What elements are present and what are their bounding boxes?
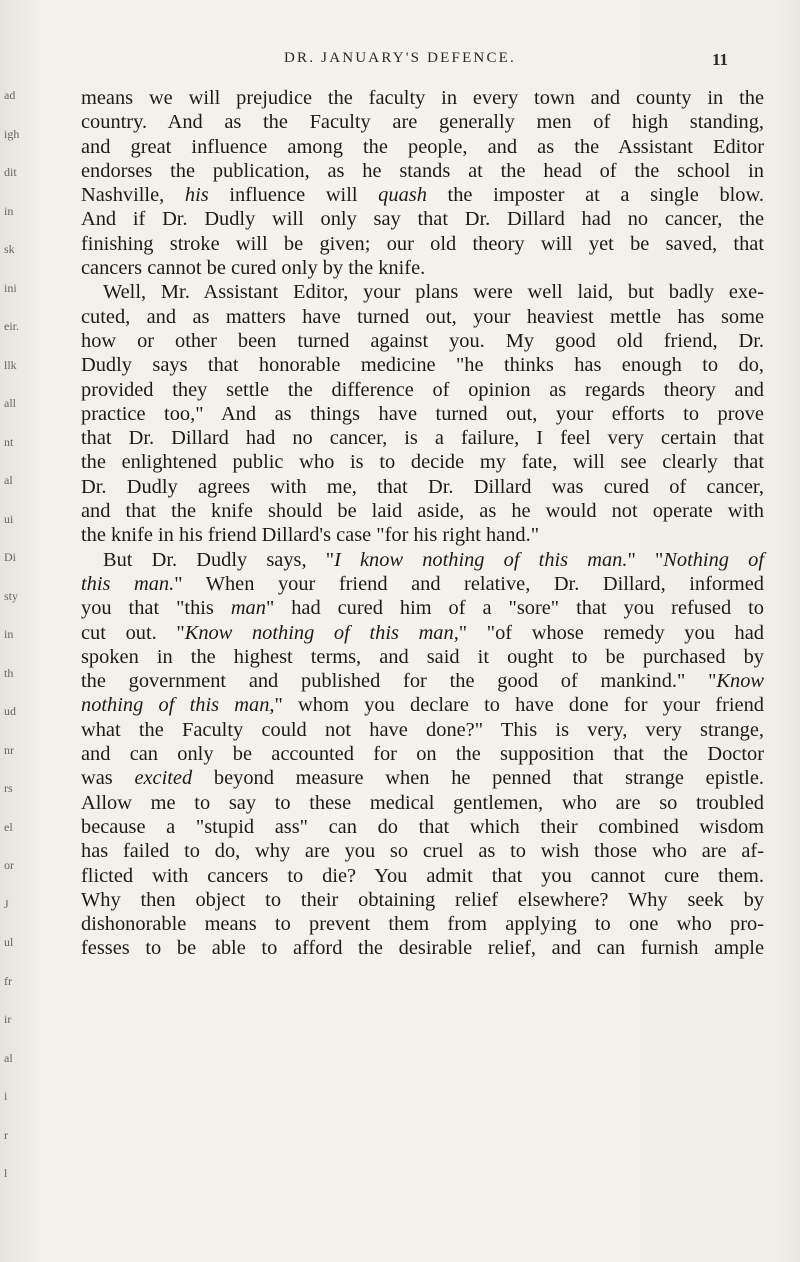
- gutter-fragment: J: [4, 896, 9, 911]
- text-line: [81, 742, 764, 766]
- gutter-fragment: dit: [4, 165, 17, 179]
- italic-run: nothing of this man,: [81, 694, 275, 717]
- text-line: [81, 353, 764, 377]
- text-line: [81, 718, 764, 742]
- text-run: the government and published for the good of mankind." ": [81, 670, 717, 693]
- gutter-fragment: sty: [4, 588, 19, 603]
- text-run: that Dr. Dillard had no cancer, is a failure, I feel very certain that: [81, 427, 764, 450]
- text-run: Well, Mr. Assistant Editor, your plans were well laid, but badly exe-: [103, 281, 764, 304]
- gutter-fragment: sk: [4, 242, 15, 256]
- text-run: dishonorable means to prevent them from applying to one who pro-: [81, 913, 764, 936]
- gutter-fragment: Di: [4, 550, 16, 564]
- italic-run: his: [184, 184, 209, 207]
- italic-run: I know nothing of this man.: [334, 548, 628, 571]
- gutter-fragment: eir.: [4, 319, 19, 333]
- text-line: [81, 864, 764, 888]
- text-run: provided they settle the difference of opinion as regards theory and: [81, 378, 764, 401]
- gutter-fragment: nr: [4, 742, 14, 757]
- text-line: [81, 402, 764, 426]
- gutter-fragment: i: [4, 1089, 8, 1103]
- text-line: [81, 426, 764, 450]
- text-run: " ": [627, 548, 664, 571]
- text-run: endorses the publication, as he stands at the head of the school in: [81, 159, 764, 182]
- text-run: fesses to be able to afford the desirable relief, and can furnish ample: [81, 937, 764, 960]
- text-line: [81, 86, 764, 110]
- text-run: spoken in the highest terms, and said it ought to be purchased by: [81, 645, 764, 668]
- text-line: [81, 280, 764, 304]
- text-line: [81, 378, 764, 402]
- text-line: [81, 305, 764, 329]
- text-run: Dudly says that honorable medicine "he thinks has enough to do,: [81, 354, 764, 377]
- gutter-fragment: ini: [4, 280, 17, 295]
- text-run: And if Dr. Dudly will only say that Dr. Dillard had no cancer, the: [81, 208, 764, 231]
- gutter-fragment: or: [4, 858, 14, 872]
- text-line: [81, 450, 764, 474]
- text-line: [81, 135, 764, 159]
- text-run: " whom you declare to have done for your friend: [274, 694, 764, 717]
- text-run: Dr. Dudly agrees with me, that Dr. Dillard was cured of cancer,: [81, 475, 764, 498]
- gutter-fragment: ad: [4, 88, 16, 102]
- italic-run: this man.: [81, 572, 175, 595]
- body-text: [81, 86, 764, 961]
- text-run: practice too," And as things have turned out, your efforts to prove: [81, 402, 764, 425]
- text-line: [81, 936, 764, 960]
- text-run: Nashville,: [81, 184, 185, 207]
- text-run: country. And as the Faculty are generally men of high standing,: [81, 111, 764, 134]
- running-head: DR. JANUARY'S DEFENCE.: [284, 50, 516, 66]
- text-line: [81, 475, 764, 499]
- gutter-fragment: l: [4, 1166, 8, 1180]
- gutter-fragment: el: [4, 819, 13, 834]
- text-run: cut out. ": [81, 621, 185, 644]
- text-line: [81, 766, 764, 790]
- text-line: [81, 888, 764, 912]
- text-line: [81, 645, 764, 669]
- italic-run: quash: [378, 184, 427, 207]
- italic-run: Nothing of: [663, 548, 765, 571]
- gutter-fragment: in: [4, 203, 14, 218]
- gutter-fragment: th: [4, 665, 14, 680]
- text-line: [81, 232, 764, 256]
- page-number: 11: [712, 50, 729, 69]
- text-run: Why then object to their obtaining relief elsewhere? Why seek by: [81, 888, 764, 911]
- text-line: [81, 548, 764, 572]
- text-line: [81, 596, 764, 620]
- gutter-fragment: al: [4, 473, 13, 487]
- gutter-fragment: ul: [4, 935, 14, 949]
- gutter-fragment: ir: [4, 1012, 12, 1026]
- gutter-fragment: nt: [4, 434, 14, 449]
- text-line: [81, 839, 764, 863]
- text-line: [81, 329, 764, 353]
- text-line: [81, 110, 764, 134]
- text-run: the enlightened public who is to decide my fate, will see clearly that: [81, 451, 764, 474]
- italic-run: Know: [716, 670, 764, 693]
- text-line: [81, 159, 764, 183]
- gutter-fragment: al: [4, 1050, 13, 1065]
- gutter-fragment: fr: [4, 973, 12, 988]
- text-run: the knife in his friend Dillard's case "for his right hand.": [81, 524, 540, 547]
- italic-run: excited: [134, 767, 193, 790]
- text-run: what the Faculty could not have done?" This is very, very strange,: [81, 718, 764, 741]
- text-run: has failed to do, why are you so cruel as to wish those who are af-: [81, 840, 764, 863]
- text-line: [81, 256, 764, 280]
- italic-run: man: [230, 597, 266, 620]
- gutter-fragment: ui: [4, 511, 14, 526]
- text-run: But Dr. Dudly says, ": [103, 548, 335, 571]
- text-run: means we will prejudice the faculty in every town and county in the: [81, 87, 764, 109]
- text-run: " "of whose remedy you had: [458, 621, 764, 644]
- text-run: was: [81, 767, 135, 790]
- text-run: " had cured him of a "sore" that you refused to: [265, 597, 764, 620]
- text-run: because a "stupid ass" can do that which their combined wisdom: [81, 815, 764, 838]
- facing-page-gutter: [0, 40, 40, 1240]
- text-line: [81, 523, 764, 547]
- text-run: cuted, and as matters have turned out, your heaviest mettle has some: [81, 305, 764, 328]
- text-run: and can only be accounted for on the supposition that the Doctor: [81, 743, 764, 766]
- text-run: cancers cannot be cured only by the knife.: [81, 257, 426, 280]
- text-line: [81, 572, 764, 596]
- text-run: and great influence among the people, and as the Assistant Editor: [81, 135, 764, 158]
- text-run: you that "this: [81, 597, 231, 620]
- text-line: [81, 621, 764, 645]
- text-run: how or other been turned against you. My good old friend, Dr.: [81, 329, 764, 352]
- text-run: the imposter at a single blow.: [426, 184, 764, 207]
- italic-run: Know nothing of this man,: [184, 621, 459, 644]
- gutter-fragment: rs: [4, 781, 13, 795]
- text-run: beyond measure when he penned that strange epistle.: [192, 767, 764, 790]
- text-line: [81, 183, 764, 207]
- text-run: " When your friend and relative, Dr. Dillard, informed: [174, 572, 764, 595]
- text-line: [81, 693, 764, 717]
- text-run: and that the knife should be laid aside, as he would not operate with: [81, 500, 764, 523]
- gutter-fragment: igh: [4, 126, 20, 141]
- gutter-fragment: ud: [4, 704, 16, 718]
- text-line: [81, 669, 764, 693]
- text-line: [81, 207, 764, 231]
- text-run: finishing stroke will be given; our old theory will yet be saved, that: [81, 232, 764, 255]
- gutter-fragment: in: [4, 627, 14, 641]
- text-line: [81, 815, 764, 839]
- text-line: [81, 499, 764, 523]
- text-run: flicted with cancers to die? You admit that you cannot cure them.: [81, 864, 764, 887]
- text-line: [81, 791, 764, 815]
- text-run: influence will: [208, 184, 379, 207]
- text-line: [81, 912, 764, 936]
- text-run: Allow me to say to these medical gentlemen, who are so troubled: [81, 791, 764, 814]
- gutter-fragment: llk: [4, 357, 17, 372]
- gutter-fragment: all: [4, 396, 16, 410]
- gutter-fragment: r: [4, 1127, 8, 1142]
